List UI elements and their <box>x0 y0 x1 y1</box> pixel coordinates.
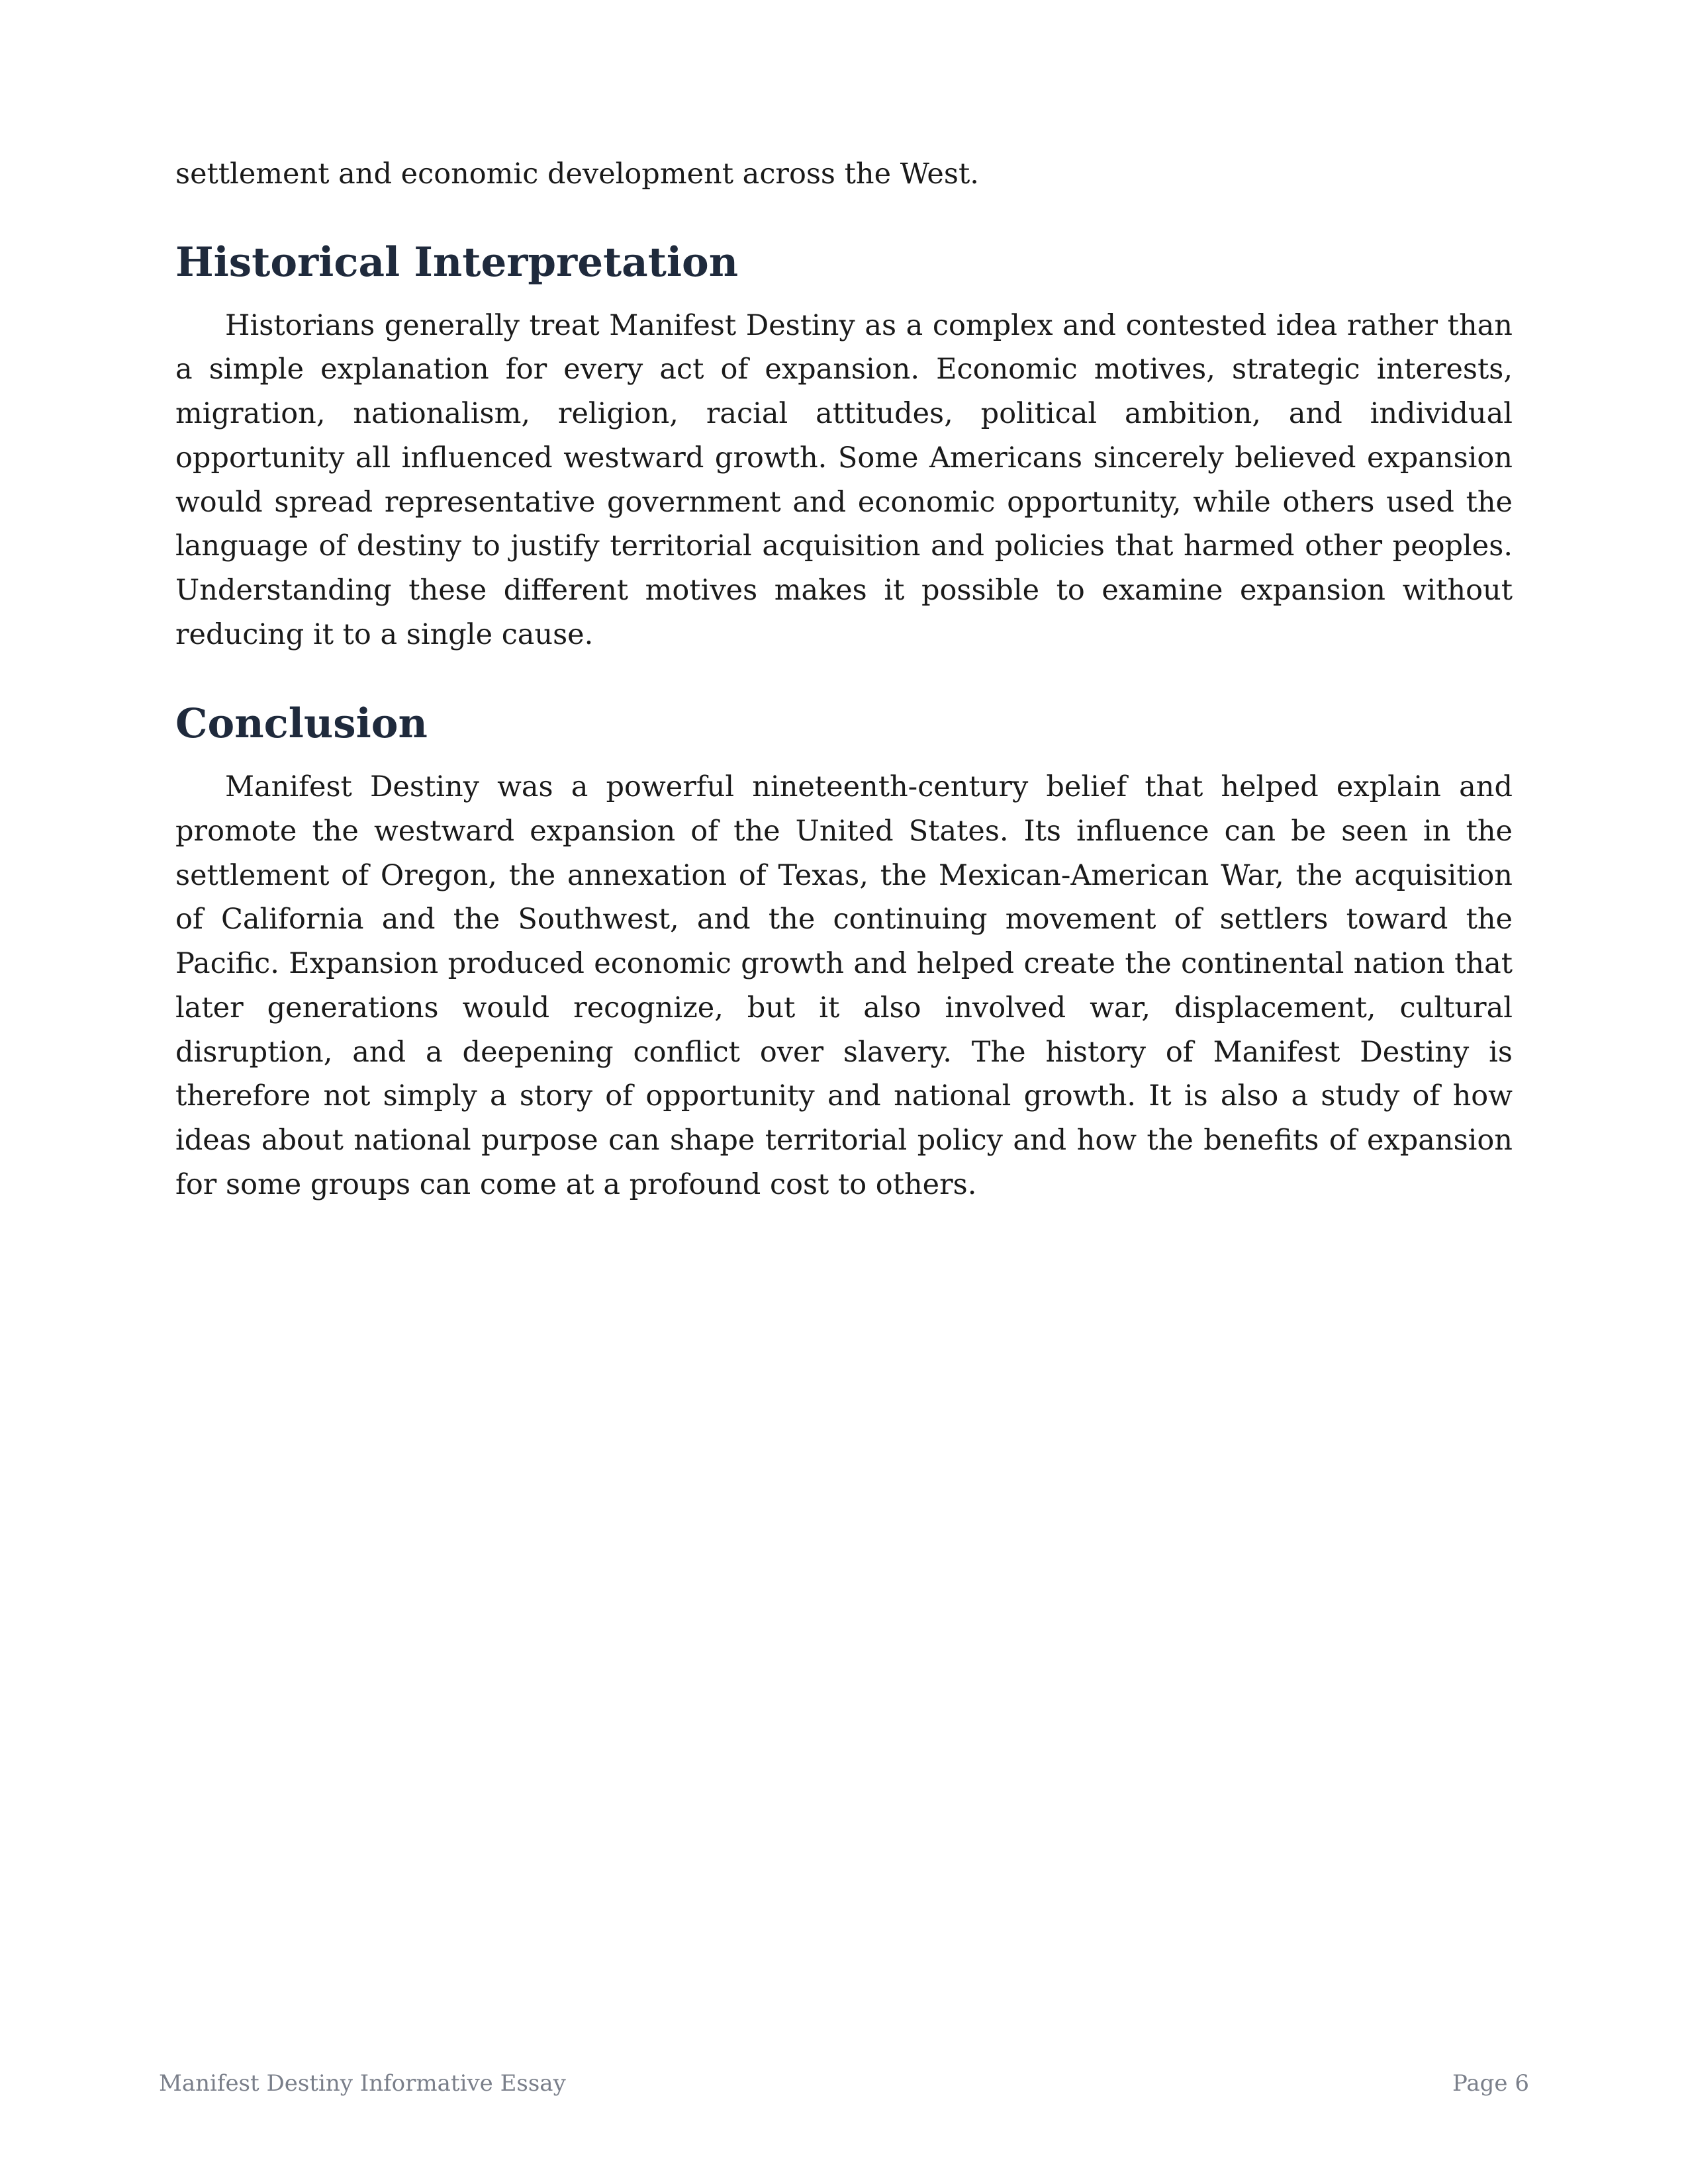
historical-interpretation-paragraph: Historians generally treat Manifest Destiny as a complex and contested idea rather than a simple explanation for every act of expansion. Economic motives, strategic interests, migration, nationalism, religion, racial attitudes, political ambition, and individual opportunity all influenced westward growth. Some Americans sincerely believed expansion would spread representative government and economic opportunity, while others used the language of destiny to justify territorial acquisition and policies that harmed other peoples. Understanding these different motives makes it possible to examine expansion without reducing it to a single cause. <box>175 308 1513 651</box>
section-heading-historical-interpretation: Historical Interpretation <box>175 238 739 286</box>
continuation-paragraph: settlement and economic development across the West. <box>175 158 979 191</box>
conclusion-paragraph: Manifest Destiny was a powerful nineteenth-century belief that helped explain and promote the westward expansion of the United States. Its influence can be seen in the settlement of Oregon, the annexation of Texas, the Mexican-American War, the acquisition of California and the Southwest, and the continuing movement of settlers toward the Pacific. Expansion produced economic growth and helped create the continental nation that later generations would recognize, but it also involved war, displacement, cultural disruption, and a deepening conflict over slavery. The history of Manifest Destiny is therefore not simply a story of opportunity and national growth. It is also a study of how ideas about national purpose can shape territorial policy and how the benefits of expansion for some groups can come at a profound cost to others. <box>175 770 1513 1201</box>
footer-document-title: Manifest Destiny Informative Essay <box>159 2070 566 2097</box>
footer-page-number: Page 6 <box>1452 2070 1529 2097</box>
section-heading-conclusion: Conclusion <box>175 700 428 748</box>
page-content <box>175 152 1513 1206</box>
